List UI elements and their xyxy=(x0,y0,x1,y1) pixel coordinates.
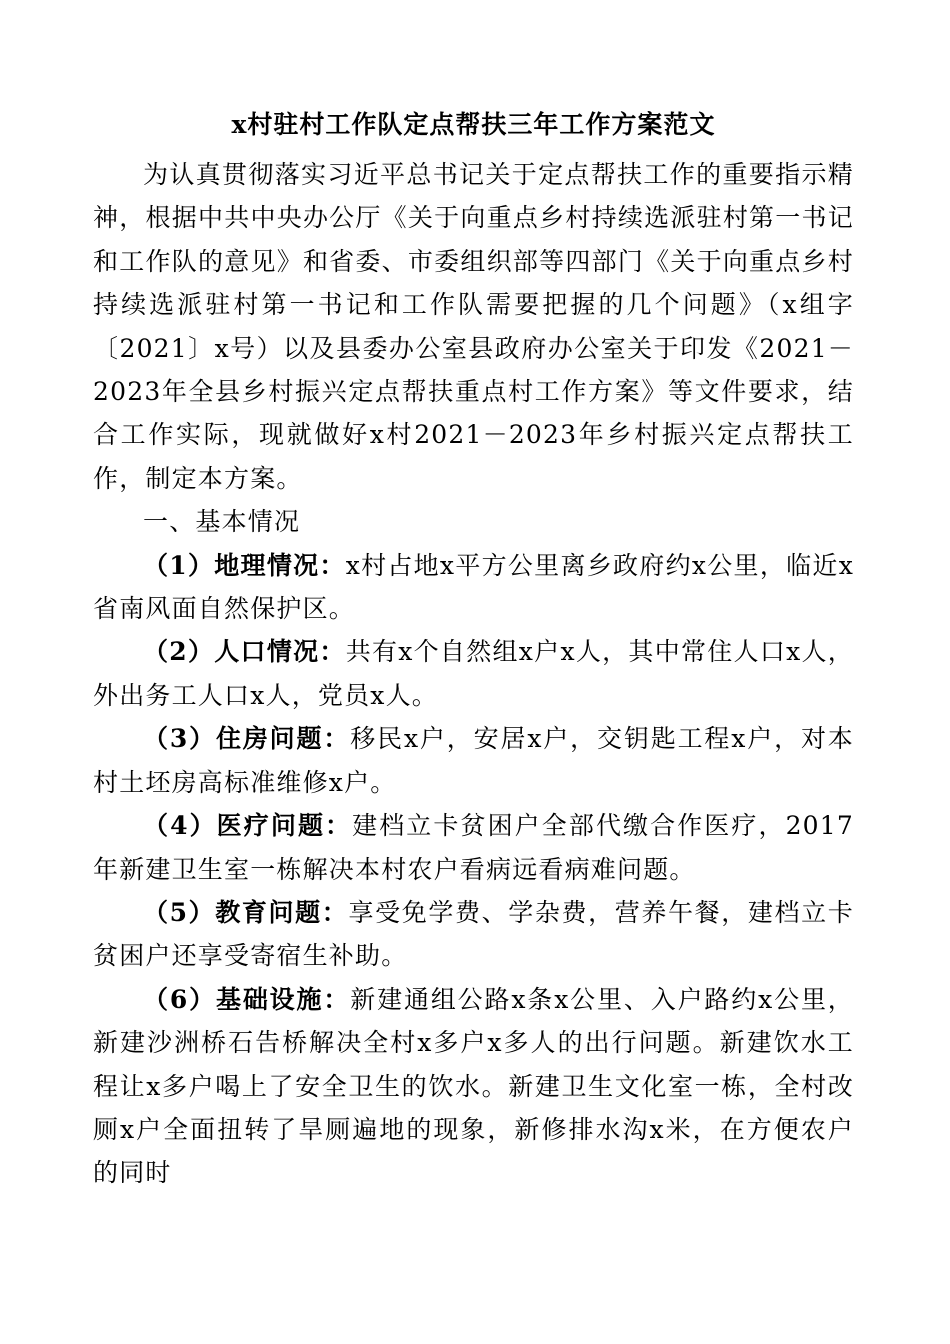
item-population-text: 共有x个自然组x户x人，其中常住人口x人，外出务工人口x人，党员x人。 xyxy=(93,637,854,710)
item-geography-text: x村占地x平方公里离乡政府约x公里，临近x省南风面自然保护区。 xyxy=(93,550,854,624)
item-geography xyxy=(93,544,854,631)
item-infrastructure-text: 新建通组公路x条x公里、入户路约x公里，新建沙洲桥石告桥解决全村x多户x多人的出行问题。新建饮水工程让x多户喝上了安全卫生的饮水。新建卫生文化室一栋，全村改厕x户全面扭转了旱厕遍地的现象，新修排水沟x米，在方便农户的同时 xyxy=(93,984,854,1188)
item-medical-text: 建档立卡贫困户全部代缴合作医疗，2017年新建卫生室一栋解决本村农户看病远看病难问题。 xyxy=(93,811,854,884)
item-population xyxy=(93,630,854,717)
item-infrastructure-lead: （6）基础设施： xyxy=(143,984,351,1014)
item-population-lead: （2）人口情况： xyxy=(143,637,346,667)
document-title: x村驻村工作队定点帮扶三年工作方案范文 xyxy=(231,110,716,139)
item-medical-lead: （4）医疗问题： xyxy=(143,811,353,841)
item-education xyxy=(93,891,854,978)
item-education-text: 享受免学费、学杂费，营养午餐，建档立卡贫困户还享受寄宿生补助。 xyxy=(93,897,855,971)
item-geography-lead: （1）地理情况： xyxy=(143,550,346,580)
item-housing xyxy=(93,717,854,804)
item-education-lead: （5）教育问题： xyxy=(143,897,349,927)
item-housing-text: 移民x户，安居x户，交钥匙工程x户，对本村土坯房高标准维修x户。 xyxy=(93,724,854,797)
item-housing-lead: （3）住房问题： xyxy=(143,724,351,754)
item-infrastructure xyxy=(93,978,854,1195)
intro-paragraph: 为认真贯彻落实习近平总书记关于定点帮扶工作的重要指示精神，根据中共中央办公厅《关于向重点乡村持续选派驻村第一书记和工作队的意见》和省委、市委组织部等四部门《关于向重点乡村持续选派驻村第一书记和工作队需要把握的几个问题》（x组字〔2021〕x号）以及县委办公室县政府办公室关于印发《2021－2023年全县乡村振兴定点帮扶重点村工作方案》等文件要求，结合工作实际，现就做好x村2021－2023年乡村振兴定点帮扶工作，制定本方案。 xyxy=(93,160,854,493)
section-heading: 一、基本情况 xyxy=(143,507,301,537)
item-medical xyxy=(93,804,854,891)
